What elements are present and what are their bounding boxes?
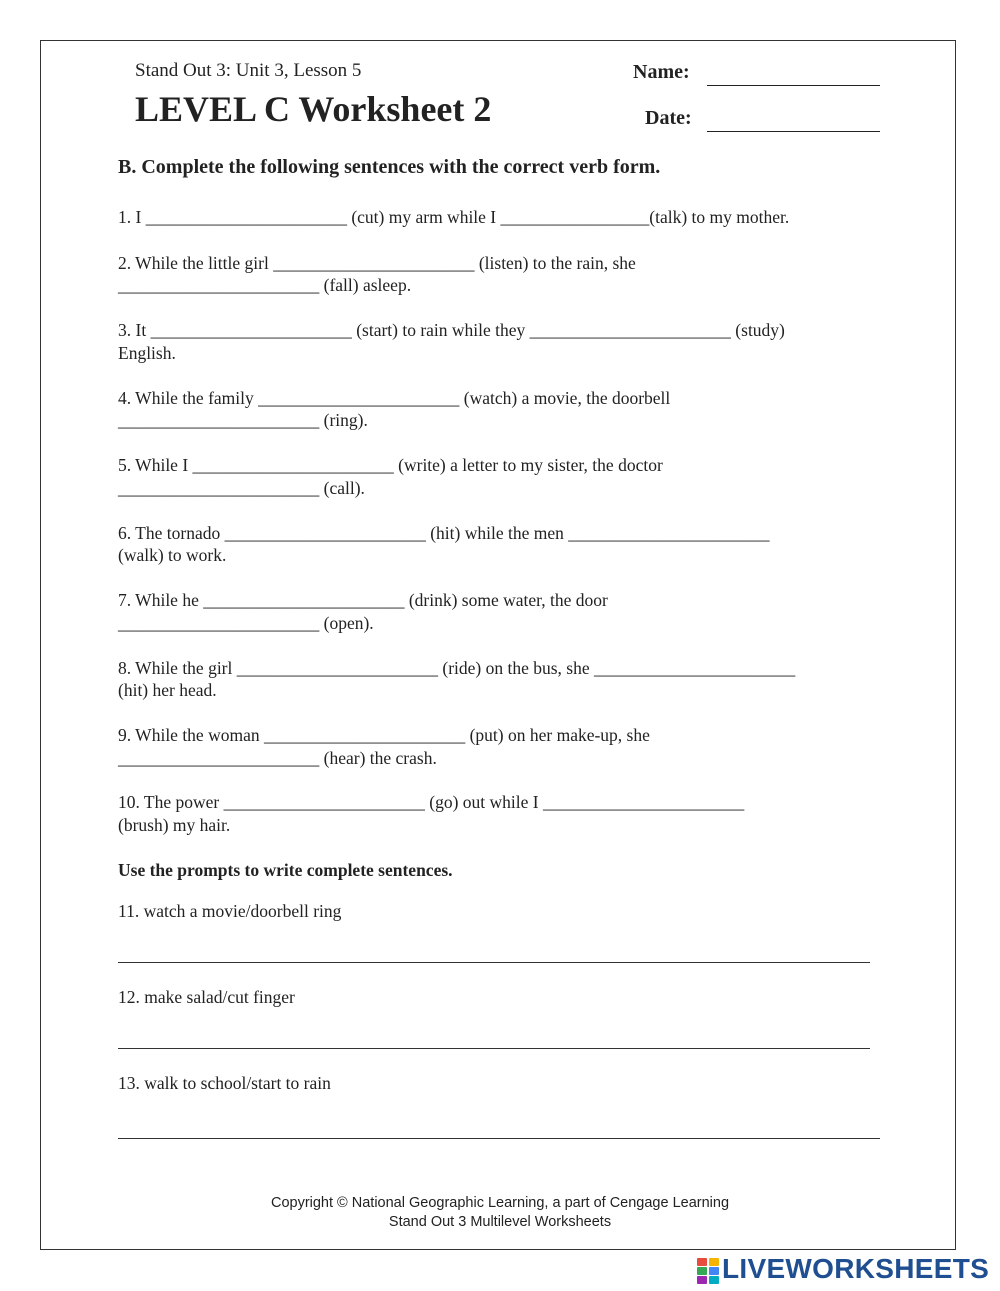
date-field[interactable] (707, 130, 880, 132)
prompt-item: 12. make salad/cut finger (118, 987, 295, 1007)
sentence-line: 9. While the woman _______________________ (put) on her make-up, she (118, 725, 650, 745)
sentence-line: _______________________ (ring). (118, 410, 368, 430)
answer-line[interactable] (118, 1137, 880, 1139)
book-credit-line: Stand Out 3 Multilevel Worksheets (388, 1214, 612, 1230)
prompts-heading: Use the prompts to write complete sentences. (118, 860, 453, 880)
sentence-line: English. (118, 343, 176, 363)
sentence-line: _______________________ (open). (118, 613, 374, 633)
name-label: Name: (633, 61, 690, 83)
liveworksheets-brand[interactable]: LIVEWORKSHEETS (722, 1253, 990, 1284)
sentence-line: 5. While I _______________________ (write) a letter to my sister, the doctor (118, 455, 663, 475)
sentence-line: 10. The power _______________________ (go) out while I _______________________ (118, 792, 745, 812)
date-label: Date: (645, 107, 692, 129)
sentence-line: 1. I _______________________ (cut) my arm while I _________________(talk) to my mother. (118, 207, 790, 227)
copyright-line: Copyright © National Geographic Learning, a part of Cengage Learning (270, 1195, 730, 1211)
sentence-line: (hit) her head. (118, 680, 217, 700)
sentence-line: 4. While the family _______________________ (watch) a movie, the doorbell (118, 388, 671, 408)
sentence-line: (walk) to work. (118, 545, 227, 565)
sentence-line: 6. The tornado _______________________ (hit) while the men _______________________ (118, 523, 770, 543)
sentence-line: 8. While the girl _______________________ (ride) on the bus, she _______________________ (118, 658, 796, 678)
answer-line[interactable] (118, 961, 870, 963)
sentence-line: 3. It _______________________ (start) to rain while they _______________________ (study) (118, 320, 785, 340)
sentence-line: _______________________ (fall) asleep. (118, 275, 412, 295)
worksheet-title: LEVEL C Worksheet 2 (135, 89, 492, 129)
name-field[interactable] (707, 84, 880, 86)
sentence-line: 2. While the little girl _______________________ (listen) to the rain, she (118, 253, 636, 273)
sentence-line: 7. While he _______________________ (drink) some water, the door (118, 590, 608, 610)
prompt-item: 11. watch a movie/doorbell ring (118, 901, 342, 921)
answer-line[interactable] (118, 1047, 870, 1049)
section-b-heading: B. Complete the following sentences with the correct verb form. (118, 156, 661, 178)
sentence-line: _______________________ (call). (118, 478, 365, 498)
worksheet-subtitle: Stand Out 3: Unit 3, Lesson 5 (135, 60, 362, 81)
prompt-item: 13. walk to school/start to rain (118, 1073, 331, 1093)
sentence-line: _______________________ (hear) the crash. (118, 748, 437, 768)
sentence-line: (brush) my hair. (118, 815, 231, 835)
liveworksheets-logo-icon (697, 1258, 719, 1284)
